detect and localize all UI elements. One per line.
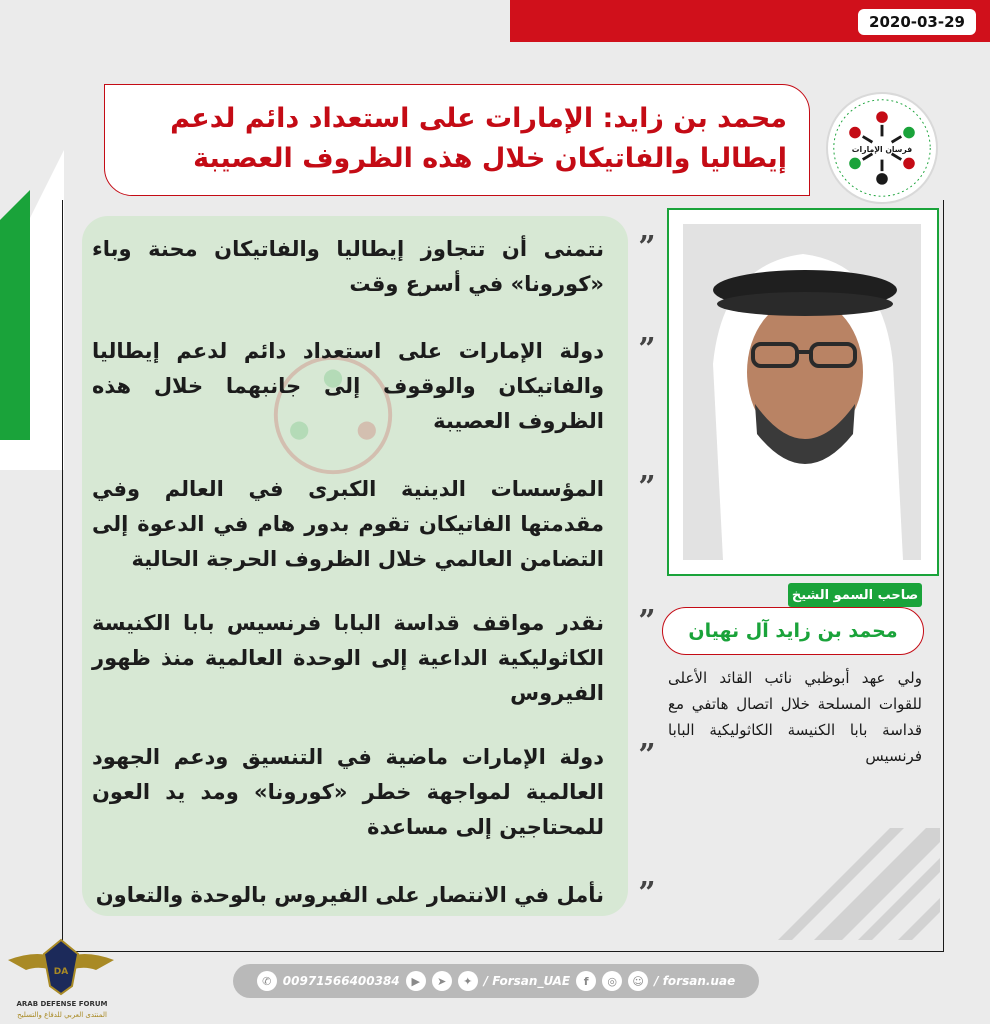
- quote-mark-icon: ”: [638, 470, 656, 505]
- whatsapp-icon[interactable]: ✆: [257, 971, 277, 991]
- quote-mark-icon: ”: [638, 876, 656, 911]
- quote-item: [92, 740, 658, 845]
- quote-text: دولة الإمارات ماضية في التنسيق ودعم الجهود العالمية لمواجهة خطر «كورونا» ومد يد العون للمحتاجين إلى مساعدة: [92, 745, 604, 839]
- quote-mark-icon: ”: [638, 604, 656, 639]
- footer-bar: [233, 964, 759, 998]
- instagram-icon[interactable]: ◎: [602, 971, 622, 991]
- snapchat-icon[interactable]: ☺: [628, 971, 648, 991]
- quote-item: [92, 472, 658, 577]
- quote-text: دولة الإمارات على استعداد دائم لدعم إيطاليا والفاتيكان والوقوف إلى جانبهما خلال هذه الظروف العصيبة: [92, 339, 604, 433]
- diagonal-decoration: [668, 790, 940, 940]
- forsan-logo: [826, 92, 938, 204]
- profile-title-tag: صاحب السمو الشيخ: [788, 583, 922, 607]
- quote-mark-icon: ”: [638, 332, 656, 367]
- quote-item: [92, 878, 658, 913]
- headline-title: محمد بن زايد: الإمارات على استعداد دائم لدعم إيطاليا والفاتيكان خلال هذه الظروف العصيبة: [170, 103, 787, 174]
- footer-phone[interactable]: 00971566400384: [282, 974, 400, 988]
- logo-text: فرسان الإمارات: [851, 144, 913, 154]
- quote-text: نتمنى أن تتجاوز إيطاليا والفاتيكان محنة وباء «كورونا» في أسرع وقت: [92, 237, 604, 296]
- forum-arabic-name: المنتدى العربي للدفاع والتسليح: [17, 1011, 107, 1019]
- quote-item: [92, 232, 658, 302]
- left-green-stripe: [0, 190, 30, 440]
- quote-item: [92, 334, 658, 439]
- quote-text: نقدر مواقف قداسة البابا فرنسيس بابا الكنيسة الكاثوليكية الداعية إلى الوحدة العالمية منذ ظهور الفيروس: [92, 611, 604, 705]
- quote-mark-icon: ”: [638, 738, 656, 773]
- quote-text: نأمل في الانتصار على الفيروس بالوحدة والتعاون: [95, 883, 604, 907]
- forum-emblem-icon: [0, 930, 122, 1000]
- twitter-icon[interactable]: ✦: [458, 971, 478, 991]
- forum-name: ARAB DEFENSE FORUM: [16, 1000, 108, 1008]
- portrait-photo: [683, 224, 921, 560]
- telegram-icon[interactable]: ➤: [432, 971, 452, 991]
- quote-mark-icon: ”: [638, 230, 656, 265]
- profile-name: محمد بن زايد آل نهيان: [662, 607, 924, 655]
- quote-text: المؤسسات الدينية الكبرى في العالم وفي مقدمتها الفاتيكان تقوم بدور هام في الدعوة إلى التضامن العالمي خلال الظروف الحرجة الحالية: [92, 477, 604, 571]
- date-badge: 2020-03-29: [858, 9, 976, 35]
- footer-handle-2[interactable]: / forsan.uae: [654, 974, 736, 988]
- profile-description: ولي عهد أبوظبي نائب القائد الأعلى للقوات المسلحة خلال اتصال هاتفي مع قداسة بابا الكنيسة الكاثوليكية البابا فرنسيس: [668, 669, 922, 765]
- headline-box: [104, 84, 810, 196]
- quote-item: [92, 606, 658, 711]
- youtube-icon[interactable]: ▶: [406, 971, 426, 991]
- facebook-icon[interactable]: f: [576, 971, 596, 991]
- footer-handle-1[interactable]: / Forsan_UAE: [483, 974, 571, 988]
- forum-watermark: [0, 930, 122, 1024]
- svg-text:DA: DA: [53, 967, 69, 977]
